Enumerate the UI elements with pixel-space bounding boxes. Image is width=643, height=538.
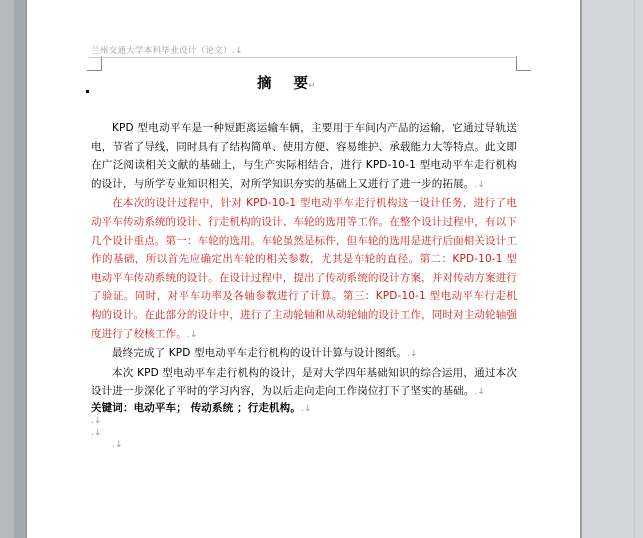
line-mark: .↓ [300, 403, 312, 414]
header-rule [89, 57, 517, 58]
line-mark: .↓ [474, 387, 486, 398]
empty-line-2[interactable]: .↓ [91, 427, 102, 438]
crop-mark-top-right [516, 56, 531, 71]
title-para-mark: ↵ [308, 81, 316, 91]
title-char-1: 摘 [257, 76, 272, 92]
paragraph-3-text: 最终完成了 KPD 型电动平车走行机构的设计计算与设计图纸。 [112, 347, 407, 360]
empty-line-3[interactable]: .↓ [112, 439, 123, 450]
line-mark: .↓ [406, 349, 418, 360]
page-header-text: 兰州交通大学本科毕业设计（论文） [91, 46, 232, 56]
right-gutter [582, 0, 643, 538]
page-header[interactable] [91, 44, 243, 56]
crop-mark-top-left [87, 56, 102, 71]
keywords-line[interactable] [91, 402, 517, 415]
line-mark: .↓ [474, 179, 486, 190]
paragraph-bullet [86, 90, 89, 93]
document-page[interactable] [27, 0, 580, 538]
header-line-mark: .↓ [231, 46, 243, 56]
scroll-edge [634, 0, 635, 538]
title-char-2: 要 [293, 76, 308, 92]
paragraph-4-text: 本次 KPD 型电动平车走行机构的设计，是对大学四年基础知识的综合运用，通过本次设计进一步深化了平时的学习内容，为以后走向走向工作岗位打下了坚实的基础。 [91, 366, 517, 398]
paragraph-2-text: 在本次的设计过程中，针对 KPD-10-1 型电动平车走行机构这一设计任务，进行了电动平车传动系统的设计、行走机构的设计、车轮的选用等工作。在整个设计过程中，有以下几个设计重点。第一：车轮的选用。车轮虽然是标件，但车轮的选用是进行后面相关设计工作的基础，所以首先应确定出车轮的相关参数，尤其是车轮的直径。第二：KPD-10-1 型电动平车传动系统的设计。在设计过程中，提出了传动系统的设计方案，并对传动方案进行了验证。同时，对平车功率及各轴参数进行了计算。第三：KPD-10-1 型电动平车行走机构的设计。在此部分的设计中，进行了主动轮轴和从动轮轴的设计工作，同时对主动轮轴强度进行了校核工作。 [91, 197, 517, 340]
paragraph-1-text: KPD 型电动平车是一种短距离运输车辆，主要用于车间内产品的运输，它通过导轨送电，节省了导线，同时具有了结构简单、使用方便、容易维护、承载能力大等特点。此文即在广泛阅读相关文献的基础上，与生产实际相结合，进行 KPD-10-1 型电动平车走行机构的设计，与所学专业知识相关，对所学知识夯实的基础上又进行了进一步的拓展。 [91, 122, 517, 190]
left-gutter [0, 0, 14, 538]
abstract-paragraph-4[interactable] [91, 364, 517, 402]
abstract-paragraph-3[interactable] [91, 344, 517, 364]
abstract-paragraph-1[interactable] [91, 119, 517, 194]
line-mark: .↓ [186, 329, 198, 340]
abstract-title[interactable] [257, 72, 316, 93]
keywords-text: 关键词：电动平车； 传动系统 ；行走机构。 [91, 401, 301, 414]
abstract-body[interactable] [91, 119, 517, 451]
abstract-paragraph-2[interactable] [91, 194, 517, 344]
empty-line-1[interactable]: .↓ [91, 415, 102, 426]
